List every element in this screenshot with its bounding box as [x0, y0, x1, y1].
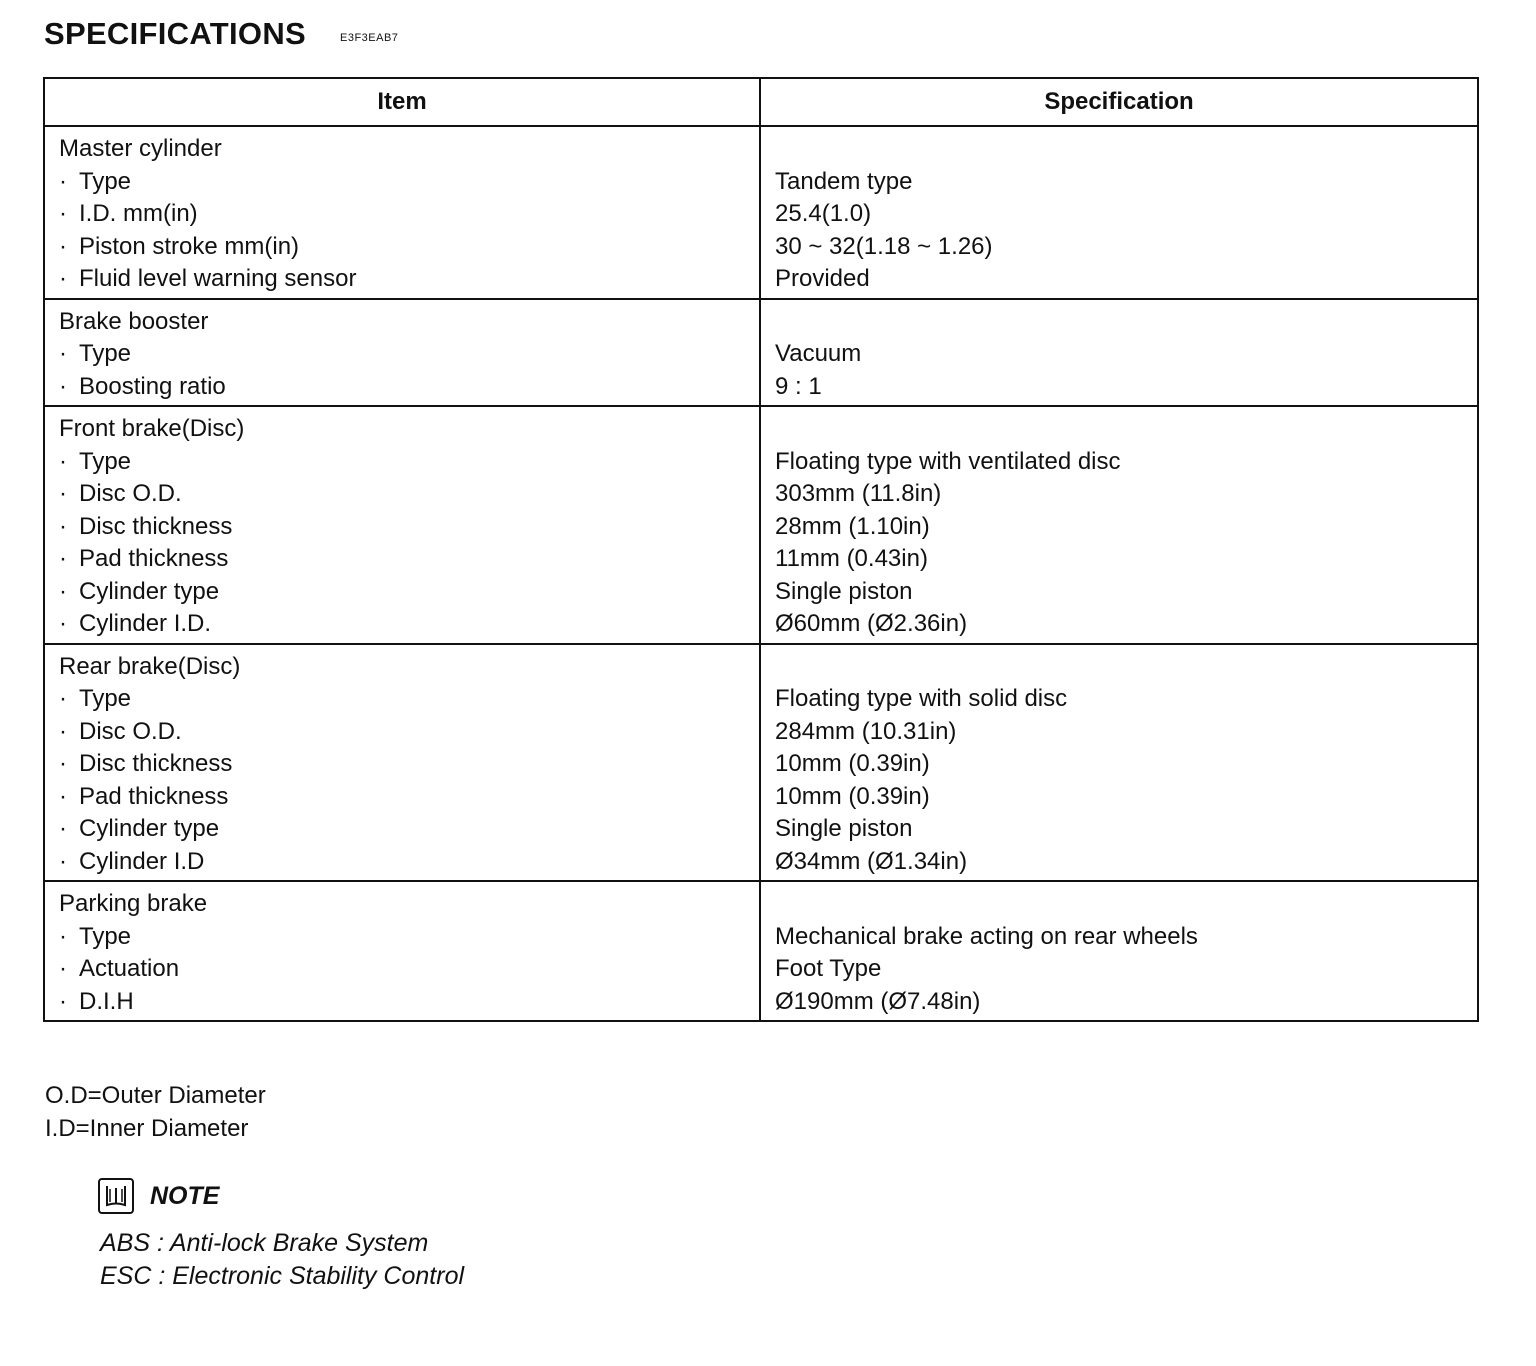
specification-value: 11mm (0.43in) [775, 545, 928, 572]
bullet: · [59, 782, 67, 810]
specification-value: Vacuum [775, 340, 862, 367]
item-cell [44, 299, 760, 407]
specification-cell [760, 881, 1478, 1021]
item-label: Cylinder type [79, 577, 220, 605]
bullet: · [59, 512, 67, 540]
note-line: ABS : Anti-lock Brake System [100, 1229, 429, 1257]
item-line [59, 921, 759, 954]
item-line [59, 781, 759, 814]
item-line [59, 683, 759, 716]
specification-value: 28mm (1.10in) [775, 512, 930, 540]
specification-value: Ø34mm (Ø1.34in) [775, 847, 968, 875]
item-label: Fluid level warning sensor [79, 265, 357, 292]
item-line [59, 478, 759, 511]
item-label: Piston stroke mm(in) [79, 232, 300, 260]
page-header [44, 16, 398, 52]
bullet: · [59, 815, 67, 842]
item-label: Disc thickness [79, 750, 233, 777]
item-line [59, 198, 759, 231]
bullet: · [59, 200, 67, 227]
item-label: Disc thickness [79, 512, 233, 540]
bullet: · [59, 847, 67, 875]
page-title: SPECIFICATIONS [44, 16, 306, 51]
specifications-table [43, 77, 1479, 1022]
table-row [44, 126, 1478, 299]
note-line: ESC : Electronic Stability Control [100, 1261, 465, 1290]
bullet: · [59, 167, 67, 195]
bullet: · [59, 717, 67, 745]
specification-value: 10mm (0.39in) [775, 750, 930, 777]
bullet: · [59, 545, 67, 572]
item-line [59, 263, 759, 296]
section-title: Front brake(Disc) [59, 415, 245, 442]
bullet: · [59, 265, 67, 292]
specification-value: Tandem type [775, 167, 913, 195]
section-title: Parking brake [59, 890, 208, 917]
column-header-item: Item [44, 78, 760, 126]
item-line [59, 166, 759, 199]
note-header [98, 1178, 219, 1214]
table-row [44, 406, 1478, 644]
bullet: · [59, 447, 67, 475]
specification-value: Ø60mm (Ø2.36in) [775, 610, 968, 637]
item-label: Disc O.D. [79, 717, 182, 745]
item-label: Disc O.D. [79, 480, 182, 507]
spacer [775, 413, 1477, 446]
spacer [775, 651, 1477, 684]
spacer [775, 888, 1477, 921]
item-cell [44, 126, 760, 299]
column-header-specification: Specification [760, 78, 1478, 126]
item-line [59, 446, 759, 479]
specification-value: Single piston [775, 815, 913, 842]
abbreviation-line: I.D=Inner Diameter [45, 1114, 249, 1142]
item-line [59, 231, 759, 264]
abbreviations [45, 1080, 266, 1145]
table-row [44, 299, 1478, 407]
specification-value: Foot Type [775, 955, 882, 982]
item-label: Type [79, 340, 132, 367]
table-row [44, 644, 1478, 882]
specification-value: 30 ~ 32(1.18 ~ 1.26) [775, 232, 993, 260]
bullet: · [59, 922, 67, 950]
specification-cell [760, 126, 1478, 299]
bullet: · [59, 685, 67, 712]
specification-value: Mechanical brake acting on rear wheels [775, 922, 1198, 950]
specification-value: 10mm (0.39in) [775, 782, 930, 810]
note-label: NOTE [150, 1181, 220, 1210]
item-cell [44, 406, 760, 644]
table-body [44, 126, 1478, 1021]
specification-value: Provided [775, 265, 870, 292]
specification-cell [760, 406, 1478, 644]
specification-value: Floating type with ventilated disc [775, 447, 1121, 475]
item-line [59, 953, 759, 986]
item-line [59, 813, 759, 846]
item-label: Pad thickness [79, 545, 229, 572]
item-line [59, 338, 759, 371]
item-label: Pad thickness [79, 782, 229, 810]
section-title: Master cylinder [59, 135, 222, 162]
specification-value: Ø190mm (Ø7.48in) [775, 987, 981, 1015]
bullet: · [59, 577, 67, 605]
item-label: Actuation [79, 955, 180, 982]
item-cell [44, 644, 760, 882]
bullet: · [59, 480, 67, 507]
item-label: Cylinder type [79, 815, 220, 842]
item-label: Type [79, 922, 132, 950]
item-line [59, 511, 759, 544]
bullet: · [59, 372, 67, 400]
item-line [59, 543, 759, 576]
note-content [100, 1227, 464, 1292]
specification-value: 303mm (11.8in) [775, 480, 942, 507]
item-line [59, 608, 759, 641]
spacer [775, 306, 1477, 339]
item-cell [44, 881, 760, 1021]
book-icon [98, 1178, 134, 1214]
item-label: Cylinder I.D [79, 847, 205, 875]
specification-value: 25.4(1.0) [775, 200, 872, 227]
table-row [44, 881, 1478, 1021]
bullet: · [59, 232, 67, 260]
item-line [59, 371, 759, 404]
item-label: Type [79, 685, 132, 712]
section-title: Brake booster [59, 307, 209, 335]
bullet: · [59, 987, 67, 1015]
spacer [775, 133, 1477, 166]
item-label: I.D. mm(in) [79, 200, 198, 227]
bullet: · [59, 340, 67, 367]
table-header-row [44, 78, 1478, 126]
section-title: Rear brake(Disc) [59, 652, 241, 680]
bullet: · [59, 750, 67, 777]
bullet: · [59, 610, 67, 637]
specification-value: 9 : 1 [775, 372, 822, 400]
specification-value: Floating type with solid disc [775, 685, 1068, 712]
item-label: Boosting ratio [79, 372, 226, 400]
abbreviation-line: O.D=Outer Diameter [45, 1082, 266, 1109]
specification-cell [760, 299, 1478, 407]
specification-value: Single piston [775, 577, 913, 605]
bullet: · [59, 955, 67, 982]
item-line [59, 748, 759, 781]
item-line [59, 986, 759, 1019]
item-line [59, 846, 759, 879]
item-label: Type [79, 167, 132, 195]
document-code: E3F3EAB7 [339, 32, 399, 44]
item-label: Cylinder I.D. [79, 610, 212, 637]
specification-cell [760, 644, 1478, 882]
specification-value: 284mm (10.31in) [775, 717, 957, 745]
item-line [59, 576, 759, 609]
item-label: D.I.H [79, 987, 134, 1015]
item-line [59, 716, 759, 749]
item-label: Type [79, 447, 132, 475]
